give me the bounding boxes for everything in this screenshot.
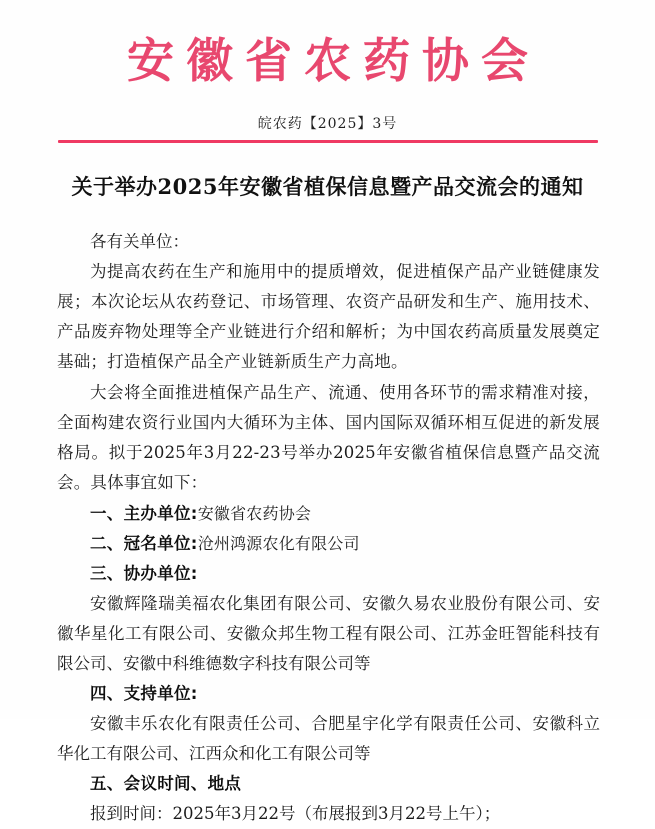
section-body-3: 安徽辉隆瑞美福农化集团有限公司、安徽久易农业股份有限公司、安徽华星化工有限公司、安徽众邦生物工程有限公司、江苏金旺智能科技有限公司、安徽中科维德数字科技有限公司等: [57, 594, 600, 674]
section-label-3: 三、协办单位:: [90, 564, 198, 584]
section-heading-2: [57, 529, 600, 559]
document-number: 皖农药【2025】3号: [257, 116, 398, 133]
letterhead: [0, 0, 655, 143]
salutation: 各有关单位：: [90, 232, 189, 252]
section-body-4: 安徽丰乐农化有限责任公司、合肥星宇化学有限责任公司、安徽科立华化工有限公司、江西众和化工有限公司等: [57, 714, 600, 764]
section-value-2: 沧州鸿源农化有限公司: [197, 534, 360, 554]
section-label-1: 一、主办单位:: [90, 504, 198, 524]
section-heading-1: [57, 499, 600, 529]
section-label-5: 五、会议时间、地点: [90, 774, 242, 794]
organization-title: 安徽省农药协会: [127, 34, 540, 89]
section-label-2: 二、冠名单位:: [90, 534, 198, 554]
section-body-5: 报到时间：2025年3月22号（布展报到3月22号上午）；: [90, 804, 501, 824]
body-paragraph-2: 大会将全面推进植保产品生产、流通、使用各环节的需求精准对接，全面构建农资行业国内大循环为主体、国内国际双循环相互促进的新发展格局。拟于2025年3月22-23号举办2025年安徽省植保信息暨产品交流会。具体事宜如下：: [57, 383, 600, 493]
body-paragraph-1: 为提高农药在生产和施用中的提质增效，促进植保产品产业链健康发展；本次论坛从农药登记、市场管理、农资产品研发和生产、施用技术、产品废弃物处理等全产业链进行介绍和解析；为中国农药高质量发展奠定基础；打造植保产品全产业链新质生产力高地。: [57, 262, 600, 372]
page-title: 关于举办2025年安徽省植保信息暨产品交流会的通知: [71, 174, 584, 200]
document-body: [0, 227, 655, 829]
section-value-1: 安徽省农药协会: [197, 504, 312, 524]
section-heading-3: [57, 559, 600, 589]
section-heading-4: [57, 679, 600, 709]
section-label-4: 四、支持单位:: [90, 684, 198, 704]
red-divider-rule: [58, 140, 598, 143]
section-heading-5: [57, 769, 600, 799]
